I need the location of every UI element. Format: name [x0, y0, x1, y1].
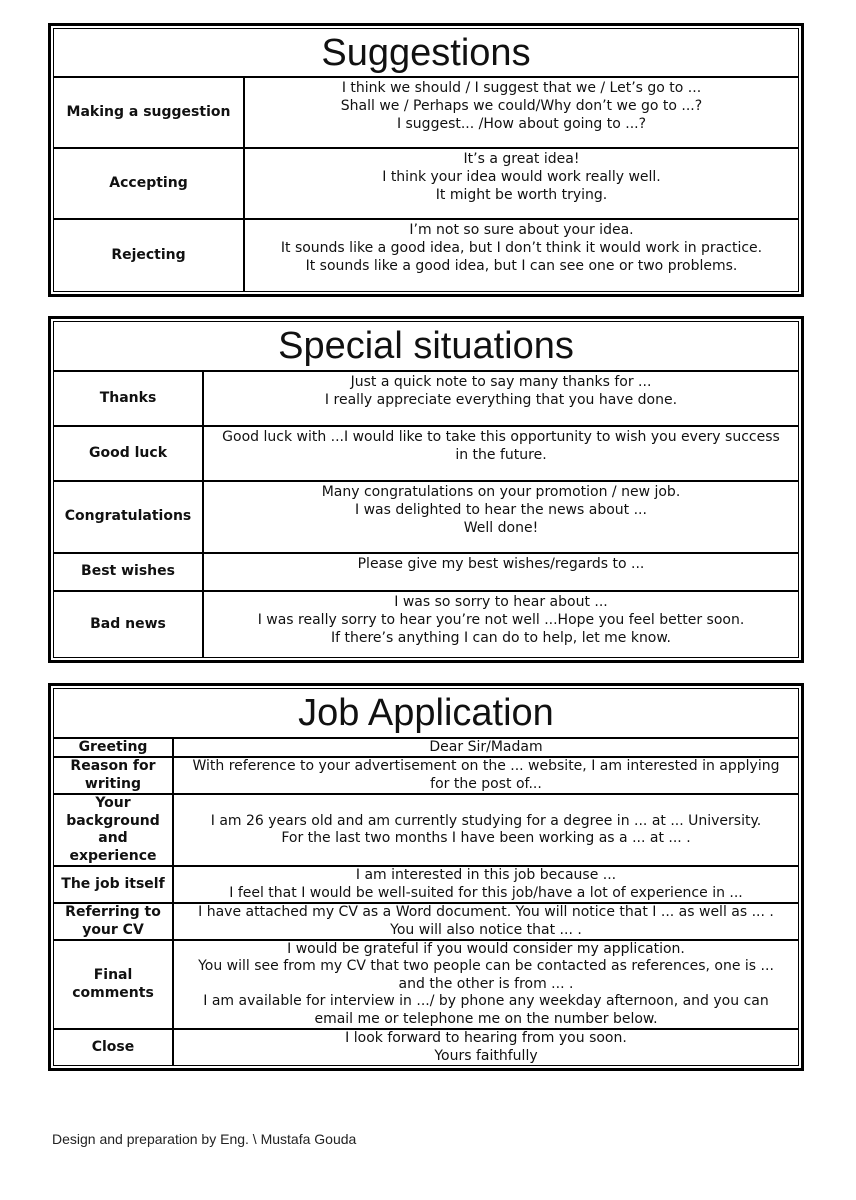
row-label	[54, 867, 174, 902]
label-line: Final	[93, 967, 133, 983]
table-row	[54, 867, 798, 904]
row-content	[174, 758, 798, 793]
content-line: Well done!	[463, 520, 539, 536]
label-line: and	[98, 830, 128, 846]
table-row	[54, 78, 798, 149]
label-line: experience	[69, 847, 157, 864]
content-line: Dear Sir/Madam	[429, 738, 543, 755]
row-content	[174, 941, 798, 1028]
row-content	[174, 739, 798, 756]
content-line: It’s a great idea!	[463, 151, 580, 168]
label-line: background	[66, 812, 160, 829]
content-line: I’m not so sure about your idea.	[409, 222, 634, 239]
table-row	[54, 372, 798, 427]
row-content	[204, 427, 798, 480]
row-label: Making a suggestion	[54, 78, 245, 147]
content-line: I think we should / I suggest that we / Let’s go to ...	[341, 80, 702, 97]
content-line: It sounds like a good idea, but I don’t think it would work in practice.	[280, 240, 763, 257]
table-row	[54, 739, 798, 758]
content-line: With reference to your advertisement on the ... website, I am interested in applying	[192, 758, 780, 774]
content-line: I have attached my CV as a Word document. You will notice that I ... as well as ... .	[198, 904, 774, 920]
content-line: Yours faithfully	[434, 1047, 538, 1064]
content-line: I was delighted to hear the news about ...	[355, 502, 647, 518]
content-line: and the other is from ... .	[398, 975, 574, 992]
row-label	[54, 795, 174, 865]
label-line: Close	[91, 1038, 135, 1055]
content-line: I feel that I would be well-suited for this job/have a lot of experience in ...	[229, 884, 743, 901]
row-content	[204, 592, 798, 657]
row-content	[204, 482, 798, 552]
content-line: I look forward to hearing from you soon.	[345, 1030, 627, 1046]
row-label: Accepting	[54, 149, 245, 218]
label-line: Greeting	[78, 738, 148, 755]
table-row	[54, 554, 798, 592]
content-line: Just a quick note to say many thanks for ...	[350, 374, 652, 390]
row-content	[174, 1030, 798, 1065]
content-line: It sounds like a good idea, but I can see one or two problems.	[305, 258, 738, 275]
row-content	[204, 554, 798, 590]
content-line: I am 26 years old and am currently studying for a degree in ... at ... University.	[210, 812, 762, 829]
content-line: You will also notice that ... .	[390, 921, 582, 938]
row-label: Bad news	[54, 592, 204, 657]
content-line: I really appreciate everything that you have done.	[324, 392, 678, 408]
suggestions-title: Suggestions	[54, 29, 798, 78]
row-label: Thanks	[54, 372, 204, 425]
row-content	[174, 904, 798, 939]
content-line: Good luck with ...I would like to take this opportunity to wish you every success	[222, 429, 780, 445]
row-label	[54, 758, 174, 793]
row-content	[245, 149, 798, 218]
label-line: Reason for	[70, 758, 156, 774]
table-row	[54, 592, 798, 657]
content-line: Shall we / Perhaps we could/Why don’t we go to ...?	[340, 98, 703, 115]
content-line: Many congratulations on your promotion / new job.	[321, 484, 681, 500]
table-row	[54, 941, 798, 1030]
special-situations-table	[48, 316, 804, 663]
label-line: Your	[95, 795, 131, 811]
table-row	[54, 149, 798, 220]
content-line: I would be grateful if you would consider my application.	[287, 940, 685, 957]
row-content	[245, 78, 798, 147]
table-row	[54, 482, 798, 554]
label-line: Referring to	[65, 904, 161, 920]
row-label	[54, 1030, 174, 1065]
footer-credit: Design and preparation by Eng. \ Mustafa Gouda	[52, 1131, 357, 1147]
content-line: I was so sorry to hear about ...	[394, 594, 608, 610]
label-line: your CV	[82, 921, 144, 938]
label-line: comments	[72, 984, 154, 1001]
content-line: I am available for interview in .../ by phone any weekday afternoon, and you can	[203, 993, 769, 1010]
table-row	[54, 795, 798, 867]
row-label: Good luck	[54, 427, 204, 480]
table-row	[54, 758, 798, 795]
table-row	[54, 427, 798, 482]
table-row	[54, 904, 798, 941]
table-row	[54, 220, 798, 291]
job-application-table	[48, 683, 804, 1071]
row-content	[245, 220, 798, 291]
row-label: Congratulations	[54, 482, 204, 552]
row-content	[174, 795, 798, 865]
row-label	[54, 904, 174, 939]
label-line: The job itself	[61, 875, 165, 892]
suggestions-table	[48, 23, 804, 297]
row-content	[204, 372, 798, 425]
content-line: If there’s anything I can do to help, let me know.	[331, 630, 671, 646]
content-line: I suggest... /How about going to ...?	[396, 116, 647, 133]
row-label	[54, 739, 174, 756]
special-title: Special situations	[54, 322, 798, 372]
content-line: I think your idea would work really well.	[382, 169, 661, 186]
row-label	[54, 941, 174, 1028]
content-line: You will see from my CV that two people can be contacted as references, one is ...	[198, 958, 774, 975]
label-line: writing	[84, 775, 142, 792]
content-line: email me or telephone me on the number below.	[314, 1010, 658, 1027]
content-line: I was really sorry to hear you’re not well ...Hope you feel better soon.	[257, 612, 745, 628]
content-line: For the last two months I have been working as a ... at ... .	[281, 830, 691, 846]
content-line: Please give my best wishes/regards to ...	[357, 556, 645, 572]
content-line: in the future.	[455, 447, 547, 463]
job-title: Job Application	[54, 689, 798, 739]
row-label: Best wishes	[54, 554, 204, 590]
row-content	[174, 867, 798, 902]
content-line: I am interested in this job because ...	[355, 867, 617, 883]
row-label: Rejecting	[54, 220, 245, 291]
table-row	[54, 1030, 798, 1065]
content-line: It might be worth trying.	[435, 187, 608, 204]
content-line: for the post of...	[430, 775, 542, 792]
